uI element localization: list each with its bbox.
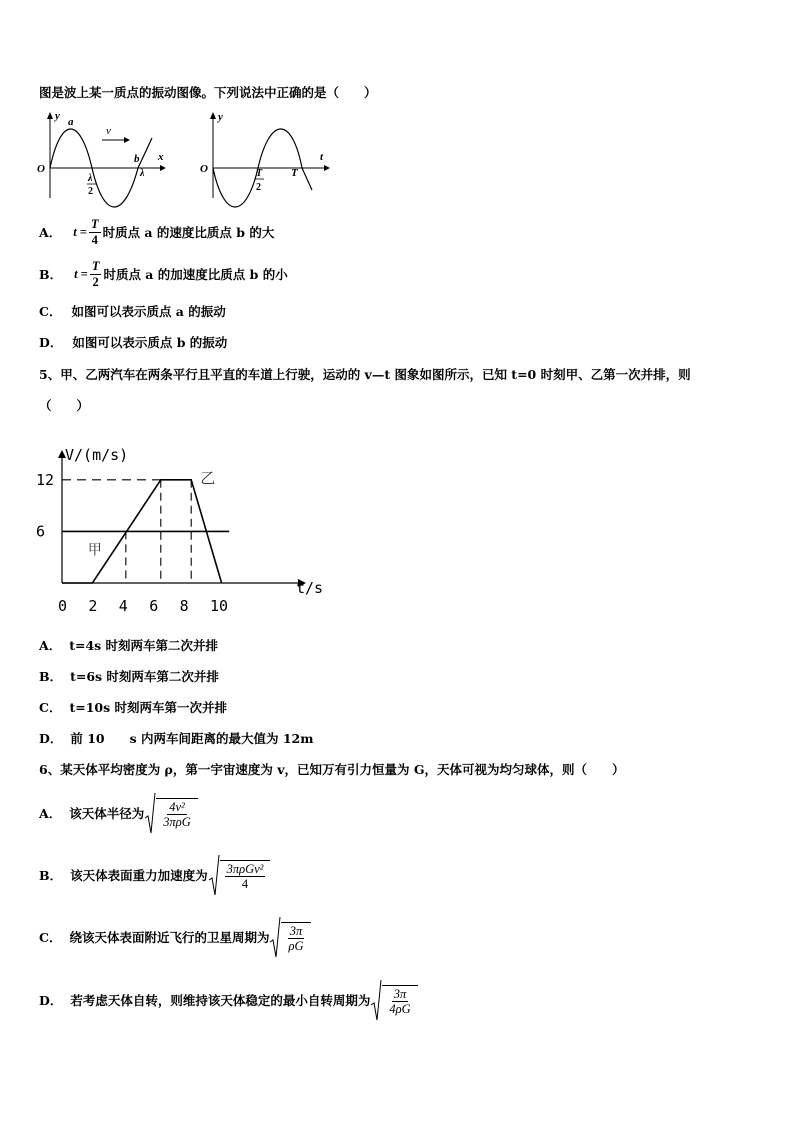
sqrt-d: $\frac{3\pi}{4\rho G}$ [370,979,417,1021]
q6-option-a: A． 该天体半径为 $\frac{\text{4v²}}{\text{3πρG}}$ [39,791,198,835]
x-axis-label: t/s [296,579,324,597]
q4-option-c: C． 如图可以表示质点 a 的振动 [39,304,226,319]
x-tick-10: 10 [210,597,229,615]
half-T-den: 2 [256,182,261,193]
wave-graph [36,110,171,200]
x-tick-6: 6 [149,597,159,615]
lambda-label: λ [140,168,145,179]
q5-option-b: B． t=6s 时刻两车第二次并排 [39,669,219,684]
series-label-1: 乙 [200,469,216,488]
q4-option-a: A． t = $\frac{T}{4}$ 时质点 a 的速度比质点 b 的大 [39,217,275,247]
q4-stem: 图是波上某一质点的振动图像。下列说法中正确的是（ ） [39,85,377,100]
q5-stem: 5、甲、乙两汽车在两条平行且平直的车道上行驶，运动的 v—t 图象如图所示，已知 t=0 时刻甲、乙第一次并排，则 [39,367,691,382]
half-T-num: T [256,168,263,179]
y-tick-12: 12 [36,470,55,489]
q5-stem-cont: （ ） [39,398,90,413]
sqrt-c: $\frac{3\pi}{\rho G}$ [269,916,310,958]
x-tick-4: 4 [118,597,128,615]
q5-option-a: A． t=4s 时刻两车第二次并排 [39,638,219,653]
series-label-0: 甲 [87,542,102,559]
point-b: b [134,153,140,165]
sqrt-b: $\frac{\text{3πρGv²}}{4}$ [208,854,271,896]
q5-option-c: C． t=10s 时刻两车第一次并排 [39,700,227,715]
point-a: a [68,116,74,128]
q4-option-d: D． 如图可以表示质点 b 的振动 [39,335,228,350]
y-tick-6: 6 [36,522,46,541]
q6-stem: 6、某天体平均密度为 ρ，第一宇宙速度为 v，已知万有引力恒量为 G，天体可视为均匀球体，则（ ） [39,762,625,777]
q6-option-b: B． 该天体表面重力加速度为 $\frac{\text{3πρGv²}}{4}$ [39,853,270,897]
t-axis-label: t [320,151,324,163]
q6-option-c: C． 绕该天体表面附近飞行的卫星周期为 $\frac{3\pi}{\rho G}$ [39,915,311,959]
x-tick-2: 2 [88,597,98,615]
y-axis-label: V/(m/s) [65,446,129,464]
sqrt-a: $\frac{\text{4v²}}{\text{3πρG}}$ [144,792,198,834]
q6-option-d: D． 若考虑天体自转，则维持该天体稳定的最小自转周期为 $\frac{3\pi}{4\rho G}$ [39,978,418,1022]
origin-label: O [37,163,45,175]
q4-option-b: B． t = $\frac{T}{2}$ 时质点 a 的加速度比质点 b 的小 [39,259,288,289]
origin-label-2: O [200,163,208,175]
half-lambda-num: λ [88,173,93,184]
T-label: T [291,167,298,179]
y-axis-label: y [55,110,60,122]
v-label: v [106,125,111,137]
x-tick-8: 8 [179,597,189,615]
x-tick-0: 0 [58,597,68,615]
vt-chart [30,438,324,628]
y-axis-label-2: y [218,111,223,123]
x-axis-label: x [158,151,164,163]
half-lambda-den: 2 [88,186,93,197]
vibration-graph [196,110,336,200]
q5-option-d: D． 前 10 s 内两车间距离的最大值为 12m [39,731,314,746]
